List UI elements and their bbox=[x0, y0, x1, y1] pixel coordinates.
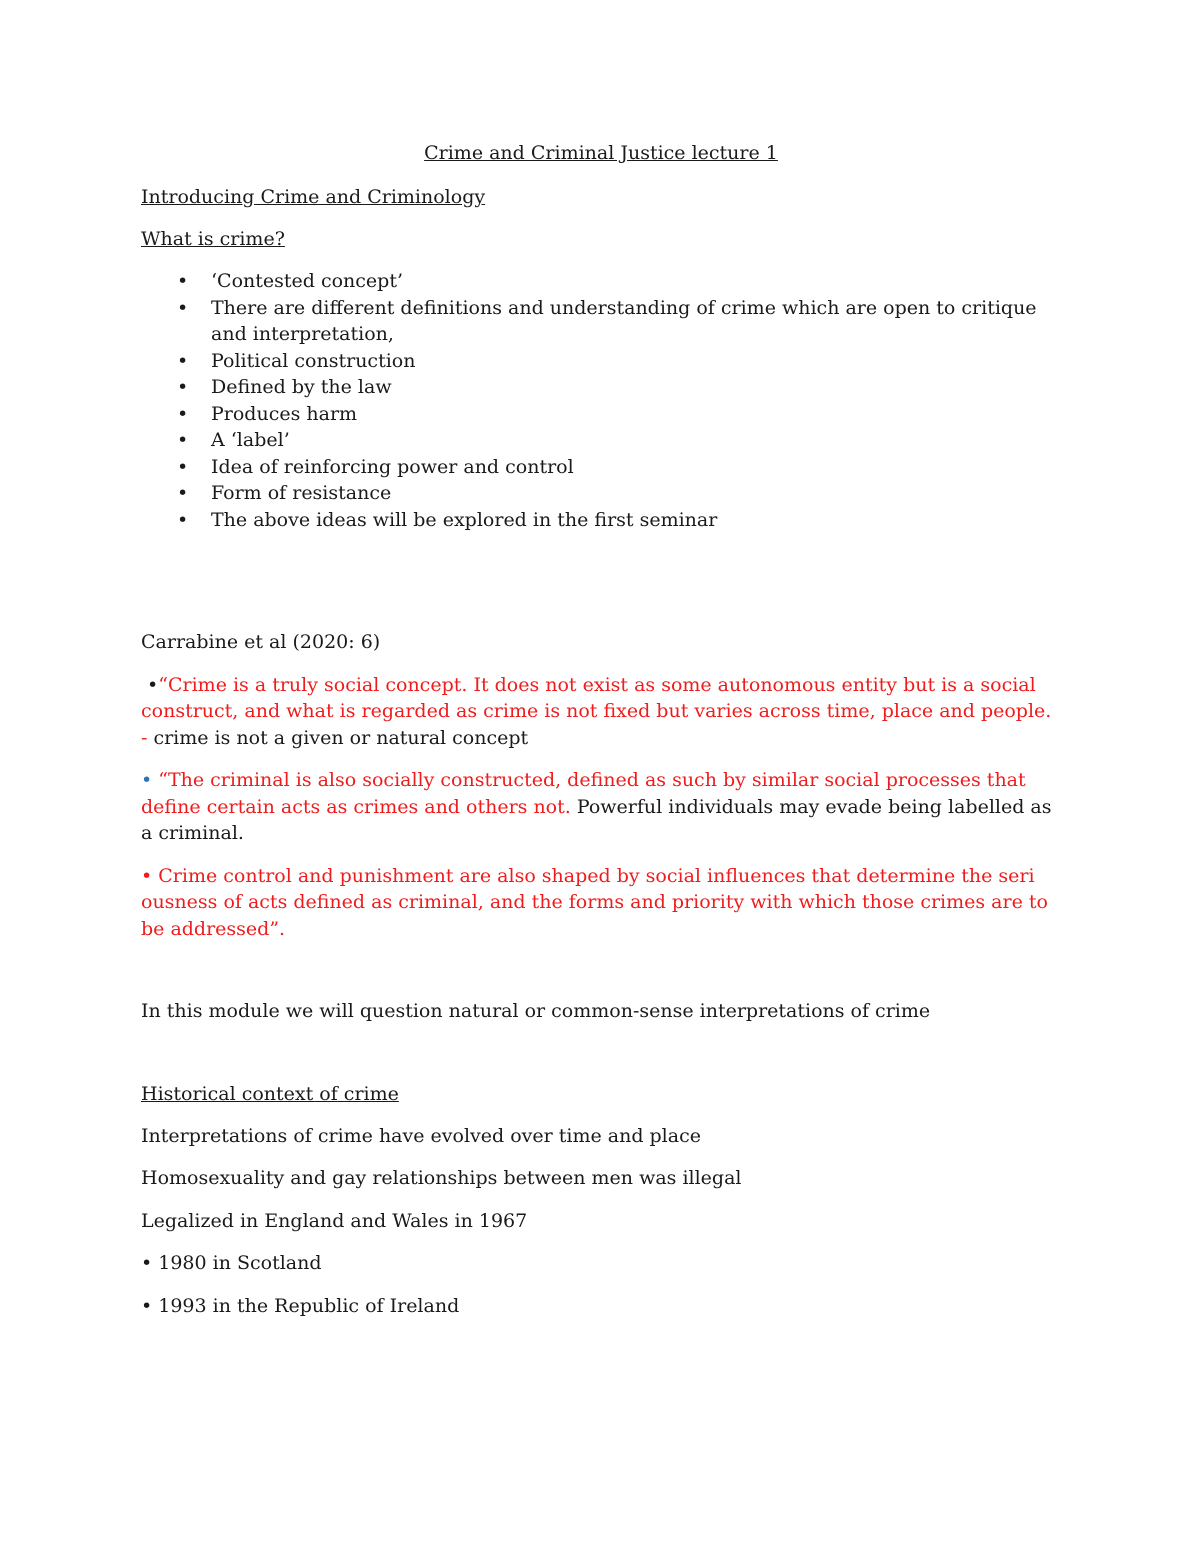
list-item: • ‘Contested concept’ bbox=[141, 268, 1061, 295]
bullet-icon: • bbox=[177, 482, 189, 504]
quote-text-red: “The criminal is also socially constructed, defined as such by similar social processes that define certain acts as crimes and others not. bbox=[141, 769, 1026, 818]
bullet-icon: • bbox=[177, 508, 189, 531]
bullet-icon: • bbox=[141, 864, 153, 887]
bullet-icon: • bbox=[177, 402, 189, 425]
history-line: • 1980 in Scotland bbox=[141, 1252, 322, 1274]
quote-text-note: crime is not a given or natural concept bbox=[147, 726, 529, 749]
bullet-icon: • bbox=[177, 376, 189, 398]
section-heading-historical: Historical context of crime bbox=[141, 1082, 399, 1105]
bullet-icon: • bbox=[177, 270, 189, 292]
section-heading-introducing: Introducing Crime and Criminology bbox=[141, 186, 486, 208]
quote-text-red: Crime control and punishment are also shaped by social influences that determine the seri ousness of acts defined as criminal, and the forms and priority with which those crimes are to be addressed”. bbox=[141, 864, 1048, 940]
document-page bbox=[141, 140, 1061, 1319]
history-line: Interpretations of crime have evolved over time and place bbox=[141, 1124, 701, 1147]
history-line: Homosexuality and gay relationships between men was illegal bbox=[141, 1167, 742, 1189]
history-line: • 1993 in the Republic of Ireland bbox=[141, 1294, 460, 1317]
quote-text-note: Powerful individuals may evade being labelled as a criminal. bbox=[141, 795, 1052, 844]
list-item: • Defined by the law bbox=[141, 374, 1061, 401]
crime-definition-list bbox=[141, 268, 1061, 533]
bullet-icon: • bbox=[177, 349, 189, 372]
bullet-icon: • bbox=[177, 455, 189, 478]
bullet-icon: • bbox=[177, 296, 189, 319]
quote-text-red: “Crime is a truly social concept. It does not exist as some autonomous entity but is a social construct, and what is regarded as crime is not fixed but varies across time, place and people. - bbox=[141, 673, 1052, 749]
list-item: • There are different definitions and understanding of crime which are open to critique and interpretation, bbox=[177, 296, 1037, 345]
module-note: In this module we will question natural or common-sense interpretations of crime bbox=[141, 1000, 931, 1022]
quote-paragraph-1 bbox=[141, 672, 1061, 752]
quote-paragraph-2 bbox=[141, 767, 1061, 847]
history-line: Legalized in England and Wales in 1967 bbox=[141, 1209, 528, 1232]
subheading-what-is-crime: What is crime? bbox=[141, 228, 285, 250]
bullet-icon: • bbox=[141, 769, 153, 791]
bullet-icon: • bbox=[177, 429, 189, 451]
list-item: • Produces harm bbox=[141, 401, 1061, 428]
citation: Carrabine et al (2020: 6) bbox=[141, 631, 381, 653]
list-item: • The above ideas will be explored in the first seminar bbox=[141, 507, 1061, 534]
list-item: • Political construction bbox=[141, 348, 1061, 375]
list-item: • Idea of reinforcing power and control bbox=[141, 454, 1061, 481]
quote-paragraph-3 bbox=[141, 863, 1061, 943]
document-title: Crime and Criminal Justice lecture 1 bbox=[424, 142, 778, 164]
bullet-icon: • bbox=[147, 673, 159, 696]
list-item: • A ‘label’ bbox=[141, 427, 1061, 454]
list-item: • Form of resistance bbox=[141, 480, 1061, 507]
